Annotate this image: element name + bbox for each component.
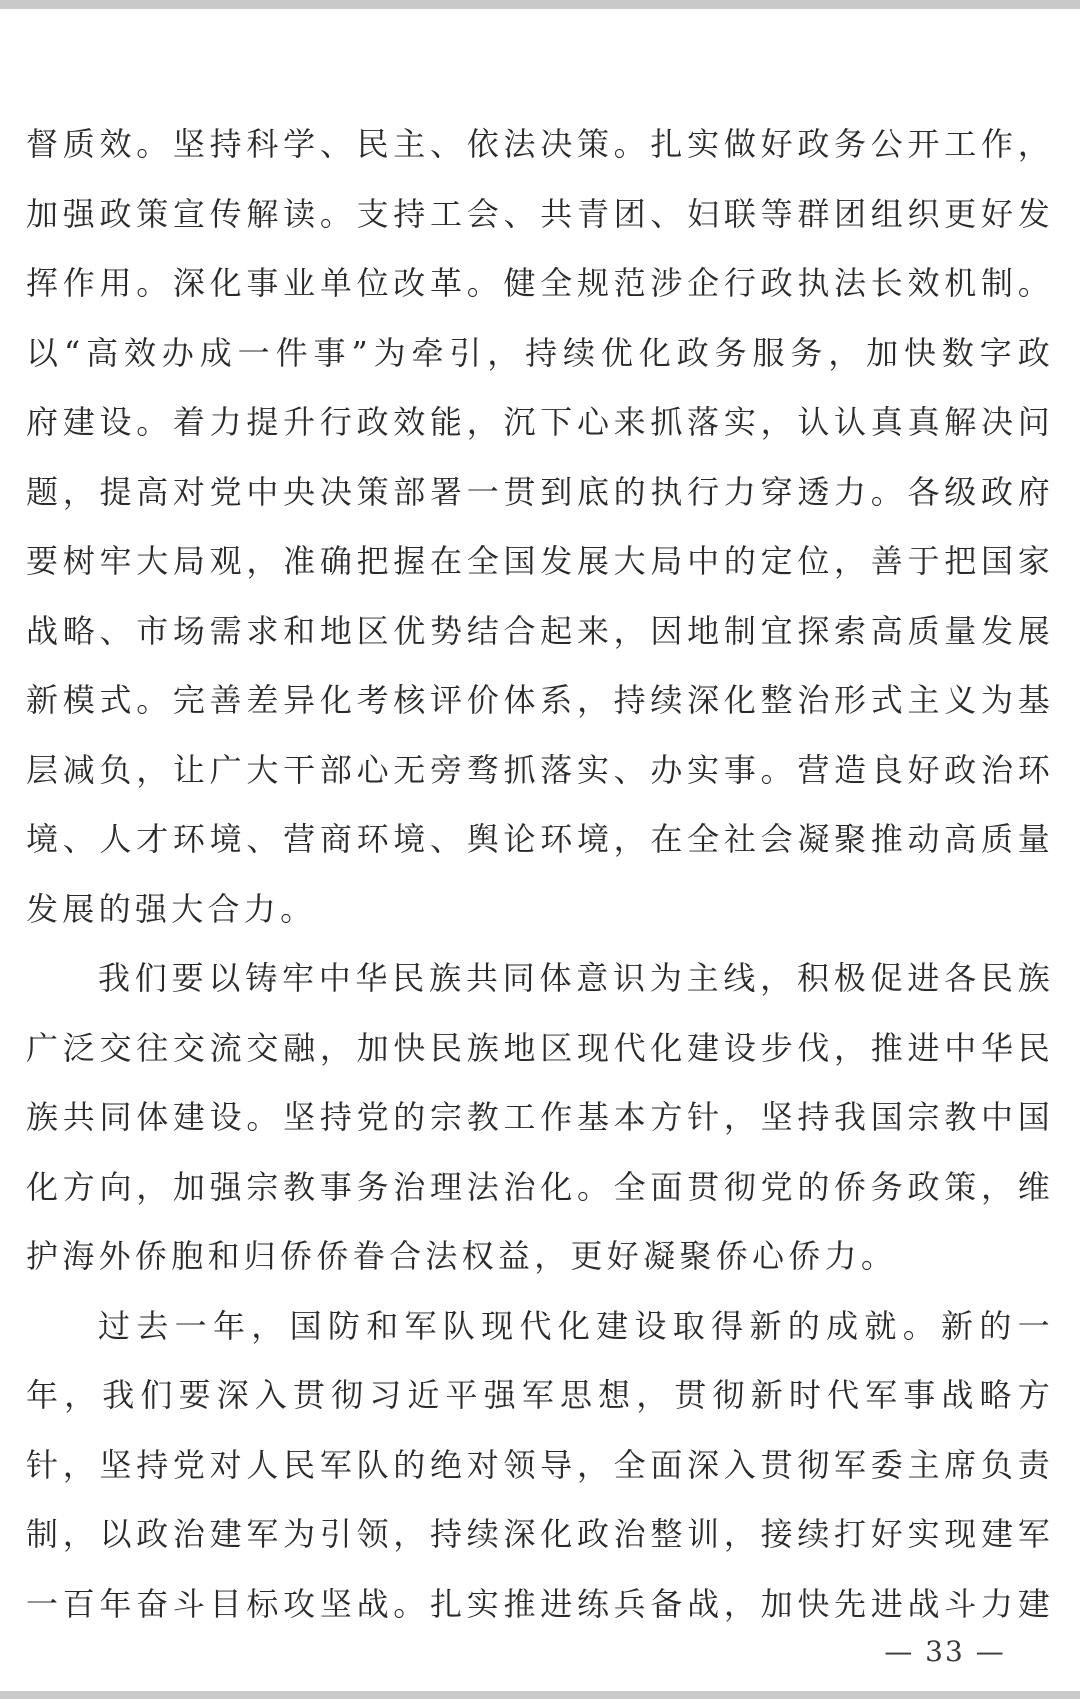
text-line: 针，坚持党对人民军队的绝对领导，全面深入贯彻军委主席负责: [26, 1445, 1054, 1484]
text-line: 境、人才环境、营商环境、舆论环境，在全社会凝聚推动高质量: [26, 820, 1054, 858]
scan-bottom-edge: [0, 1691, 1080, 1699]
text-line: 府建设。着力提升行政效能，沉下心来抓落实，认认真真解决问: [26, 403, 1054, 441]
text-line: 战略、市场需求和地区优势结合起来，因地制宜探索高质量发展: [26, 611, 1054, 650]
text-line: 挥作用。深化事业单位改革。健全规范涉企行政执法长效机制。: [26, 264, 1054, 302]
text-line: 督质效。坚持科学、民主、依法决策。扎实做好政务公开工作，: [26, 125, 1054, 163]
text-line: 新模式。完善差异化考核评价体系，持续深化整治形式主义为基: [26, 681, 1054, 719]
text-line: 一百年奋斗目标攻坚战。扎实推进练兵备战，加快先进战斗力建: [26, 1584, 1054, 1623]
text-line: 制，以政治建军为引领，持续深化政治整训，接续打好实现建军: [26, 1515, 1054, 1553]
page-number: — 33 —: [884, 1635, 1006, 1668]
text-line: 加强政策宣传解读。支持工会、共青团、妇联等群团组织更好发: [26, 194, 1054, 233]
text-line: 化方向，加强宗教事务治理法治化。全面贯彻党的侨务政策，维: [26, 1167, 1054, 1206]
text-line: 年，我们要深入贯彻习近平强军思想，贯彻新时代军事战略方: [26, 1376, 1054, 1414]
text-line: 层减负，让广大干部心无旁骛抓落实、办实事。营造良好政治环: [26, 750, 1054, 789]
document-body: [26, 110, 1054, 1639]
text-line: 广泛交往交流交融，加快民族地区现代化建设步伐，推进中华民: [26, 1028, 1054, 1067]
text-line: 以“高效办成一件事”为牵引，持续优化政务服务，加快数字政: [26, 333, 1054, 372]
text-line: 护海外侨胞和归侨侨眷合法权益，更好凝聚侨心侨力。: [26, 1237, 898, 1275]
text-line: 过去一年，国防和军队现代化建设取得新的成就。新的一: [98, 1306, 1054, 1345]
scan-top-edge: [0, 0, 1080, 9]
text-line: 题，提高对党中央决策部署一贯到底的执行力穿透力。各级政府: [26, 472, 1054, 511]
text-line: 我们要以铸牢中华民族共同体意识为主线，积极促进各民族: [98, 959, 1054, 997]
text-line: 要树牢大局观，准确把握在全国发展大局中的定位，善于把国家: [26, 542, 1054, 580]
text-line: 发展的强大合力。: [26, 889, 317, 928]
text-line: 族共同体建设。坚持党的宗教工作基本方针，坚持我国宗教中国: [26, 1098, 1054, 1136]
